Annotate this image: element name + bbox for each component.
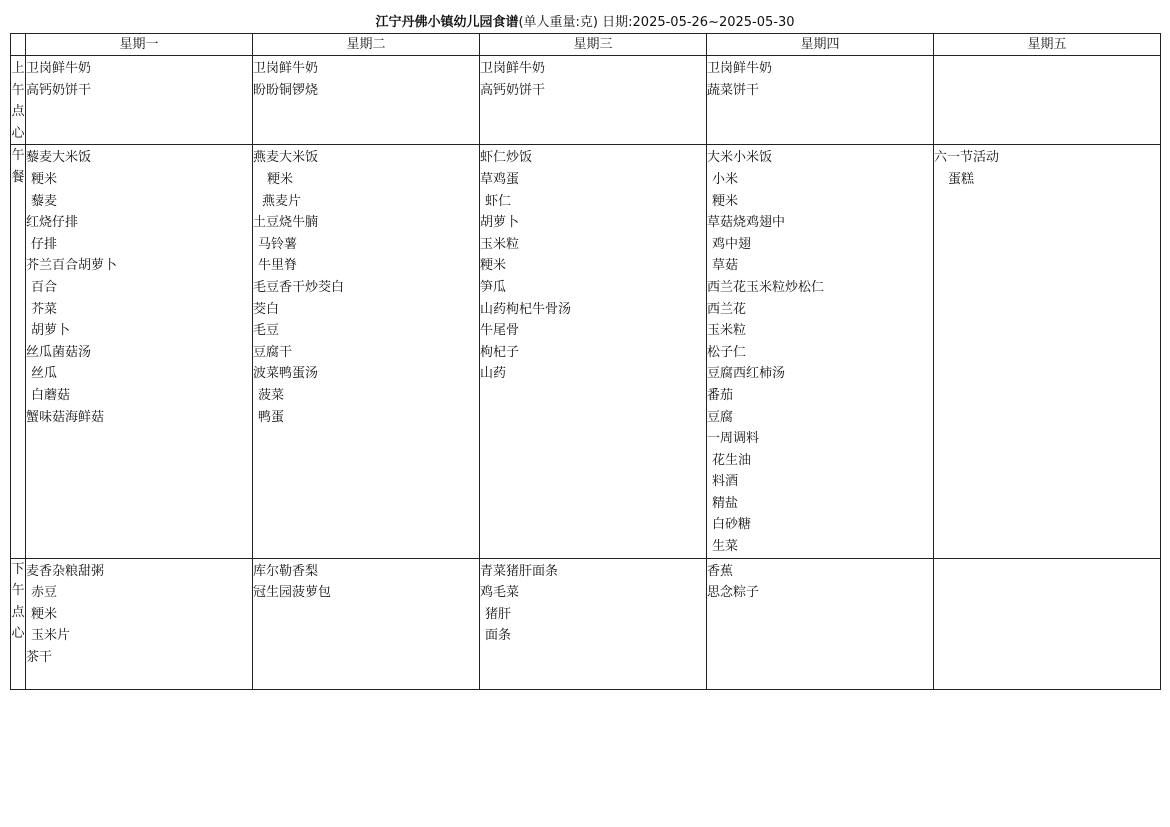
menu-cell-fri [934, 56, 1161, 145]
meal-label-char: 午 [11, 82, 25, 98]
dish-name: 松子仁 [707, 344, 747, 360]
menu-cell-thu [707, 56, 934, 145]
dish-name: 鸡毛菜 [480, 585, 520, 601]
ingredient-name: 虾仁 [485, 193, 512, 209]
meal-label-char: 点 [11, 104, 25, 120]
dish-name: 燕麦大米饭 [253, 150, 319, 166]
menu-cell-thu [707, 558, 934, 689]
meal-label [11, 56, 26, 145]
day-header-wed: 星期三 [480, 34, 707, 56]
ingredient-name: 猪肝 [485, 606, 512, 622]
ingredient-name: 面条 [485, 628, 512, 644]
menu-cell-thu [707, 145, 934, 558]
ingredient-name: 粳米 [712, 193, 739, 209]
dish-name: 蔬菜饼干 [707, 82, 760, 98]
dish-name: 卫岗鲜牛奶 [707, 61, 773, 76]
ingredient-name: 精盐 [712, 495, 739, 511]
dish-name: 山药枸杞牛骨汤 [480, 301, 572, 317]
dish-name: 虾仁炒饭 [480, 150, 533, 166]
dish-name: 红烧仔排 [26, 215, 79, 231]
ingredient-name: 百合 [31, 279, 58, 295]
dish-name: 思念粽子 [707, 585, 760, 601]
ingredient-name: 料酒 [712, 474, 739, 490]
ingredient-name: 粳米 [31, 606, 58, 622]
menu-item-list [934, 559, 1160, 561]
dish-name: 土豆烧牛腩 [253, 215, 319, 231]
menu-item-list [26, 56, 252, 101]
menu-item-list [707, 56, 933, 101]
dish-name: 麦香杂粮甜粥 [26, 563, 105, 579]
title-date-range: 2025-05-26~2025-05-30 [632, 15, 795, 30]
ingredient-name: 白蘑菇 [31, 387, 71, 403]
dish-name: 芥兰百合胡萝卜 [26, 258, 118, 274]
menu-cell-fri [934, 145, 1161, 558]
menu-cell-tue [253, 558, 480, 689]
day-header-thu: 星期四 [707, 34, 934, 56]
morning-snack-row [11, 56, 1161, 145]
dish-name: 豆腐西红柿汤 [707, 366, 786, 382]
dish-name: 蟹味菇海鲜菇 [26, 409, 105, 425]
title-main: 江宁丹佛小镇幼儿园食谱 [375, 15, 519, 30]
menu-item-list [480, 559, 706, 647]
menu-item-list [253, 145, 479, 428]
dish-name: 番茄 [707, 387, 734, 403]
ingredient-name: 鸭蛋 [258, 409, 285, 425]
dish-name: 毛豆香干炒茭白 [253, 279, 345, 295]
dish-name: 玉米粒 [480, 236, 520, 252]
menu-cell-wed [480, 558, 707, 689]
menu-cell-wed [480, 56, 707, 145]
dish-name: 西兰花玉米粒炒松仁 [707, 279, 825, 295]
ingredient-name: 胡萝卜 [31, 323, 71, 339]
menu-cell-mon [26, 145, 253, 558]
menu-cell-tue [253, 56, 480, 145]
menu-cell-mon [26, 56, 253, 145]
dish-name: 藜麦大米饭 [26, 150, 92, 166]
dish-name: 笋瓜 [480, 279, 507, 295]
ingredient-name: 牛里脊 [258, 258, 298, 274]
menu-item-list [480, 56, 706, 101]
title-date-label: 日期: [602, 15, 633, 30]
dish-name: 卫岗鲜牛奶 [26, 61, 92, 76]
dish-name: 波菜鸭蛋汤 [253, 366, 319, 382]
menu-item-list [26, 145, 252, 428]
day-header-tue: 星期二 [253, 34, 480, 56]
menu-table [10, 33, 1161, 690]
dish-name: 香蕉 [707, 563, 734, 579]
header-row [11, 34, 1161, 56]
dish-name: 库尔勒香梨 [253, 563, 319, 579]
lunch-row [11, 145, 1161, 558]
ingredient-name: 小米 [712, 171, 739, 187]
ingredient-name: 丝瓜 [31, 366, 58, 382]
dish-name: 卫岗鲜牛奶 [480, 61, 546, 76]
dish-name: 枸杞子 [480, 344, 520, 360]
meal-label-char: 心 [11, 125, 25, 141]
menu-item-list [707, 145, 933, 557]
ingredient-name: 芥菜 [31, 301, 58, 317]
dish-name: 冠生园菠萝包 [253, 585, 332, 601]
ingredient-name: 玉米片 [31, 628, 71, 644]
dish-name: 青菜猪肝面条 [480, 563, 559, 579]
ingredient-name: 菠菜 [258, 387, 285, 403]
dish-name: 茭白 [253, 301, 280, 317]
page-title [0, 14, 1170, 32]
corner-cell [11, 34, 26, 56]
day-header-mon: 星期一 [26, 34, 253, 56]
title-unit: (单人重量:克) [518, 15, 598, 30]
dish-name: 胡萝卜 [480, 215, 520, 231]
ingredient-name: 仔排 [31, 236, 58, 252]
meal-label-char: 午 [11, 148, 25, 164]
afternoon-snack-row [11, 558, 1161, 689]
ingredient-name: 赤豆 [31, 585, 58, 601]
dish-name: 大米小米饭 [707, 150, 773, 166]
ingredient-name: 粳米 [31, 171, 58, 187]
menu-item-list [934, 145, 1160, 190]
menu-cell-tue [253, 145, 480, 558]
dish-name: 豆腐干 [253, 344, 293, 360]
dish-name: 山药 [480, 366, 507, 382]
ingredient-name: 燕麦片 [262, 193, 302, 209]
menu-item-list [707, 559, 933, 604]
ingredient-name: 鸡中翅 [712, 236, 752, 252]
dish-name: 卫岗鲜牛奶 [253, 61, 319, 76]
menu-item-list [253, 559, 479, 604]
menu-cell-fri [934, 558, 1161, 689]
dish-name: 牛尾骨 [480, 323, 520, 339]
dish-name: 一周调料 [707, 431, 760, 447]
dish-name: 毛豆 [253, 323, 280, 339]
dish-name: 丝瓜菌菇汤 [26, 344, 92, 360]
ingredient-name: 蛋糕 [948, 171, 975, 187]
ingredient-name: 生菜 [712, 539, 739, 555]
ingredient-name: 白砂糖 [712, 517, 752, 533]
meal-label-char: 午 [11, 583, 25, 599]
meal-label [11, 558, 26, 689]
meal-label [11, 145, 26, 558]
ingredient-name: 草菇 [712, 258, 739, 274]
dish-name: 西兰花 [707, 301, 747, 317]
menu-item-list [253, 56, 479, 101]
dish-name: 草菇烧鸡翅中 [707, 215, 786, 231]
dish-name: 玉米粒 [707, 323, 747, 339]
dish-name: 高钙奶饼干 [480, 82, 546, 98]
dish-name: 茶干 [26, 650, 53, 666]
menu-body [11, 56, 1161, 690]
ingredient-name: 粳米 [267, 171, 294, 187]
dish-name: 豆腐 [707, 409, 734, 425]
dish-name: 盼盼铜锣烧 [253, 82, 319, 98]
ingredient-name: 花生油 [712, 452, 752, 468]
menu-cell-wed [480, 145, 707, 558]
meal-label-char: 餐 [11, 169, 25, 185]
menu-item-list [480, 145, 706, 385]
dish-name: 高钙奶饼干 [26, 82, 92, 98]
dish-name: 草鸡蛋 [480, 171, 520, 187]
day-header-fri: 星期五 [934, 34, 1161, 56]
menu-item-list [26, 559, 252, 669]
ingredient-name: 马铃薯 [258, 236, 298, 252]
meal-label-char: 心 [11, 626, 25, 642]
dish-name: 粳米 [480, 258, 507, 274]
menu-cell-mon [26, 558, 253, 689]
ingredient-name: 藜麦 [31, 193, 58, 209]
dish-name: 六一节活动 [934, 150, 1000, 166]
menu-item-list [934, 56, 1160, 58]
meal-label-char: 上 [11, 61, 25, 76]
meal-label-char: 下 [11, 561, 25, 577]
meal-label-char: 点 [11, 604, 25, 620]
